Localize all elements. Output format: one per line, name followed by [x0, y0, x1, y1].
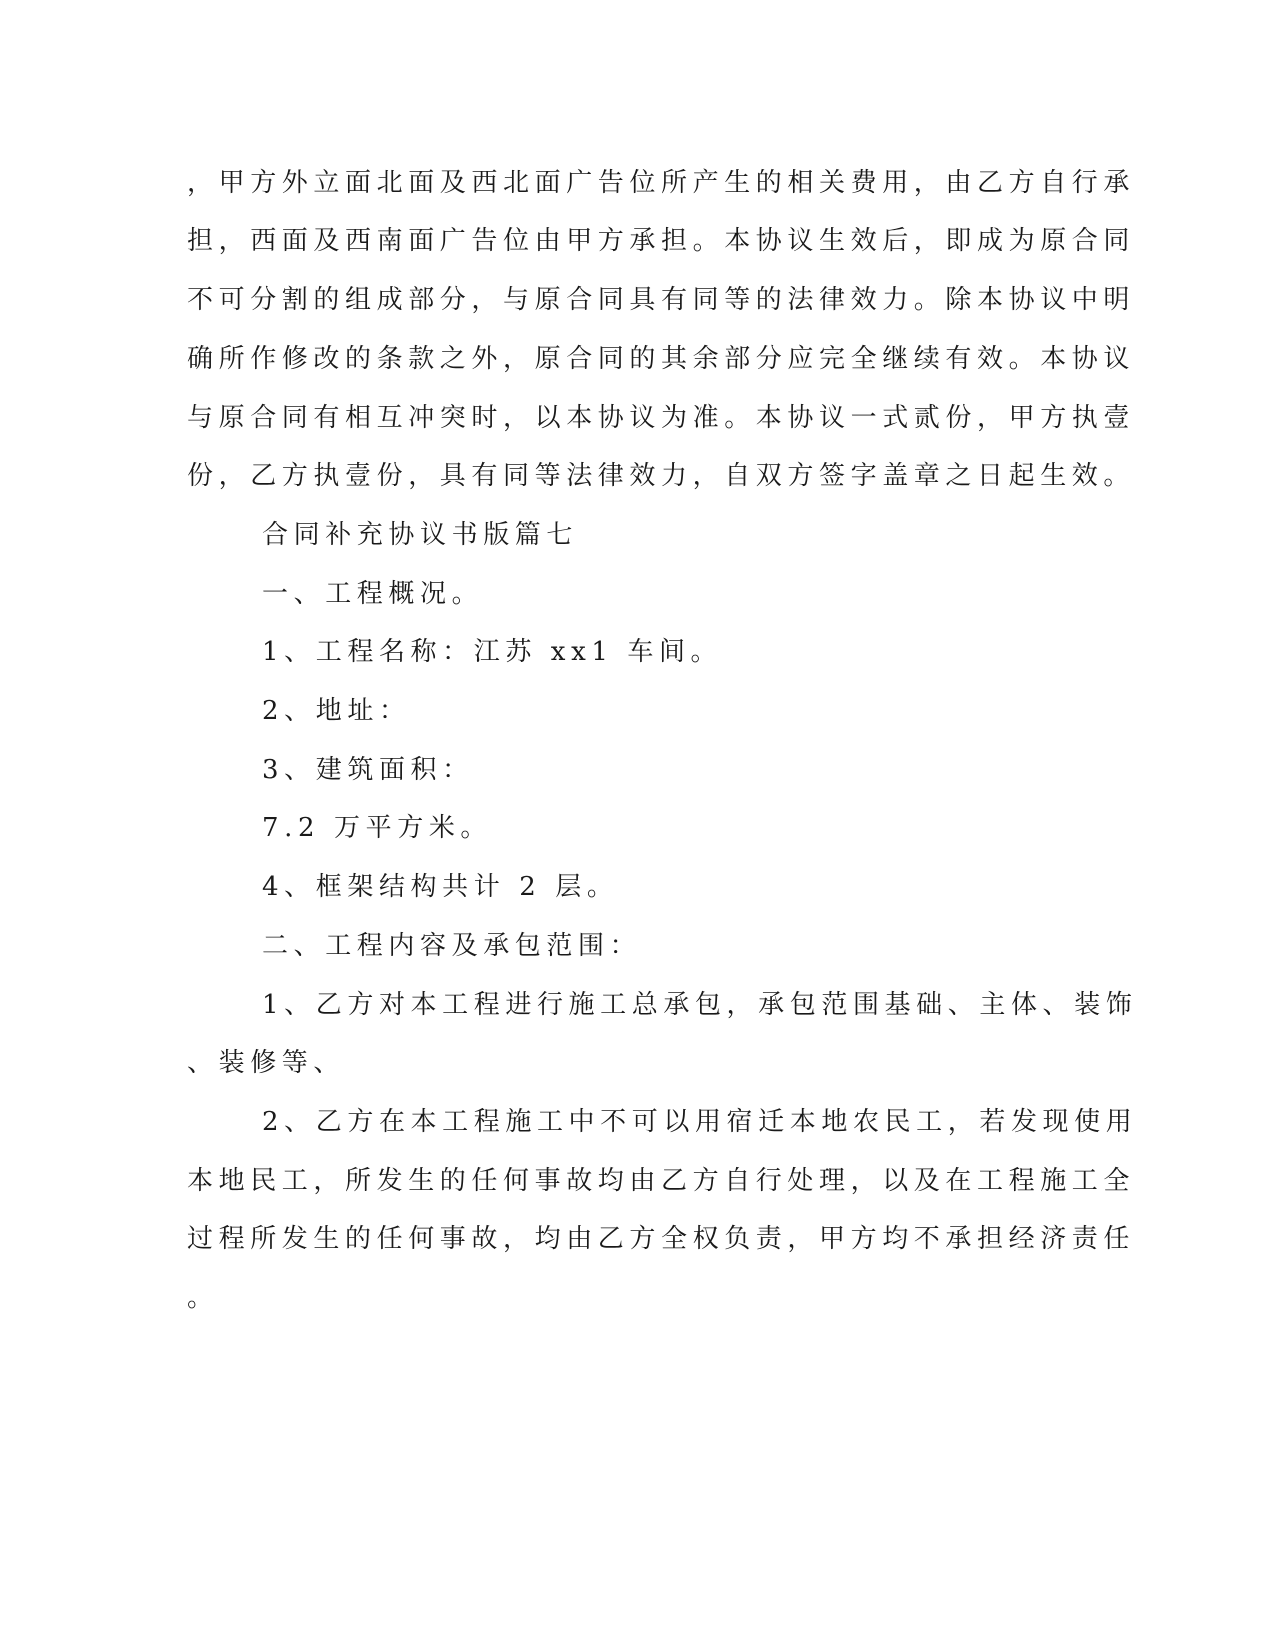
text-line: 。 — [187, 1283, 219, 1313]
text-line: 2、地址： — [262, 696, 411, 726]
text-line: 与原合同有相互冲突时，以本协议为准。本协议一式贰份，甲方执壹 — [187, 403, 1136, 433]
text-line: 确所作修改的条款之外，原合同的其余部分应完全继续有效。本协议 — [187, 344, 1136, 374]
text-line: 二、工程内容及承包范围： — [262, 931, 642, 961]
text-line: 1、工程名称：江苏 xx1 车间。 — [262, 637, 723, 667]
text-line: 1、乙方对本工程进行施工总承包，承包范围基础、主体、装饰 — [262, 990, 1138, 1020]
text-line: ，甲方外立面北面及西北面广告位所产生的相关费用，由乙方自行承 — [187, 168, 1136, 198]
text-line: 不可分割的组成部分，与原合同具有同等的法律效力。除本协议中明 — [187, 285, 1136, 315]
text-line: 担，西面及西南面广告位由甲方承担。本协议生效后，即成为原合同 — [187, 226, 1136, 256]
text-line: 一、工程概况。 — [262, 579, 484, 609]
text-line: 2、乙方在本工程施工中不可以用宿迁本地农民工，若发现使用 — [262, 1107, 1138, 1137]
text-line: 份，乙方执壹份，具有同等法律效力，自双方签字盖章之日起生效。 — [187, 461, 1136, 491]
text-line: 4、框架结构共计 2 层。 — [262, 872, 619, 902]
text-line: 7.2 万平方米。 — [262, 813, 493, 843]
text-line: 、装修等、 — [187, 1048, 346, 1078]
text-line: 过程所发生的任何事故，均由乙方全权负责，甲方均不承担经济责任 — [187, 1224, 1136, 1254]
section-heading: 合同补充协议书版篇七 — [262, 520, 579, 550]
text-line: 本地民工，所发生的任何事故均由乙方自行处理，以及在工程施工全 — [187, 1166, 1136, 1196]
text-line: 3、建筑面积： — [262, 755, 474, 785]
